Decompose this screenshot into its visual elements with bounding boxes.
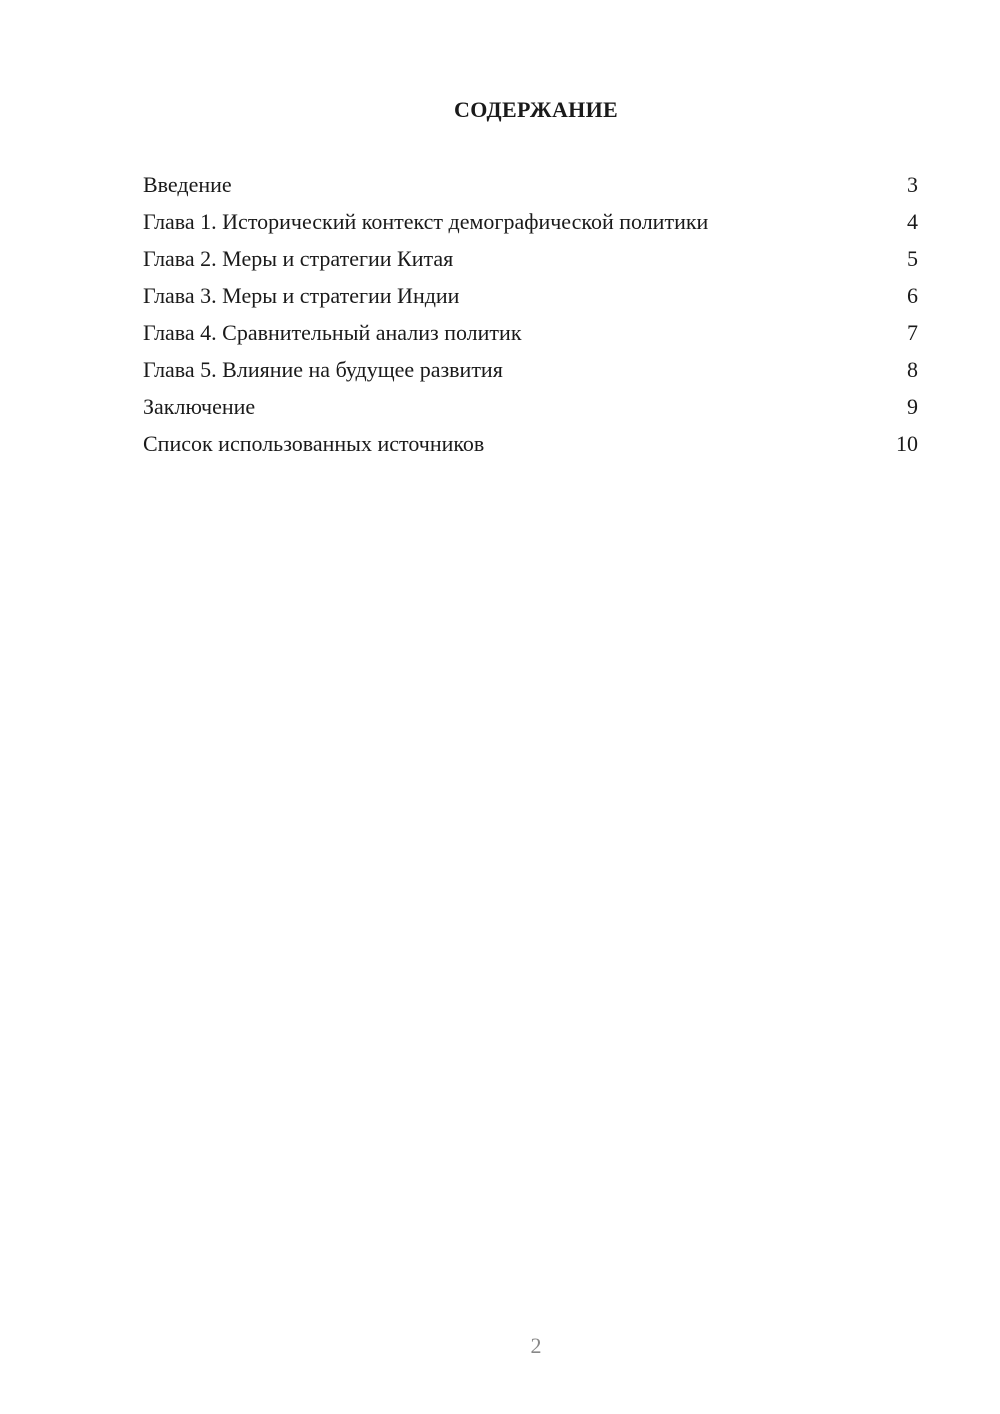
toc-entry-page: 7: [907, 320, 918, 345]
toc-entry-chapter-5: [143, 351, 918, 388]
toc-entry-label: Глава 2. Меры и стратегии Китая: [143, 246, 454, 271]
toc-entry-label: Глава 4. Сравнительный анализ политик: [143, 320, 522, 345]
toc-entry-page: 6: [907, 283, 918, 308]
toc-entry-page: 10: [896, 431, 918, 456]
toc-entry-page: 4: [907, 209, 918, 234]
toc-entry-references: [143, 425, 918, 462]
toc-entry-conclusion: [143, 388, 918, 425]
toc-title: СОДЕРЖАНИЕ: [454, 97, 618, 122]
toc-entry-label: Заключение: [143, 394, 256, 419]
toc-entry-label: Глава 3. Меры и стратегии Индии: [143, 283, 460, 308]
toc-entry-introduction: [143, 166, 918, 203]
toc-entry-chapter-1: [143, 203, 918, 240]
toc-entry-chapter-4: [143, 314, 918, 351]
toc-entry-page: 3: [907, 172, 918, 197]
toc-entry-page: 5: [907, 246, 918, 271]
toc-entry-label: Глава 5. Влияние на будущее развития: [143, 357, 503, 382]
page-number: 2: [530, 1333, 542, 1358]
toc-entry-chapter-2: [143, 240, 918, 277]
toc-entry-label: Список использованных источников: [143, 431, 485, 456]
toc-list: [143, 166, 918, 462]
toc-entry-label: Глава 1. Исторический контекст демографической политики: [143, 209, 709, 234]
toc-entry-label: Введение: [143, 172, 232, 197]
toc-entry-page: 9: [907, 394, 918, 419]
toc-entry-chapter-3: [143, 277, 918, 314]
toc-entry-page: 8: [907, 357, 918, 382]
